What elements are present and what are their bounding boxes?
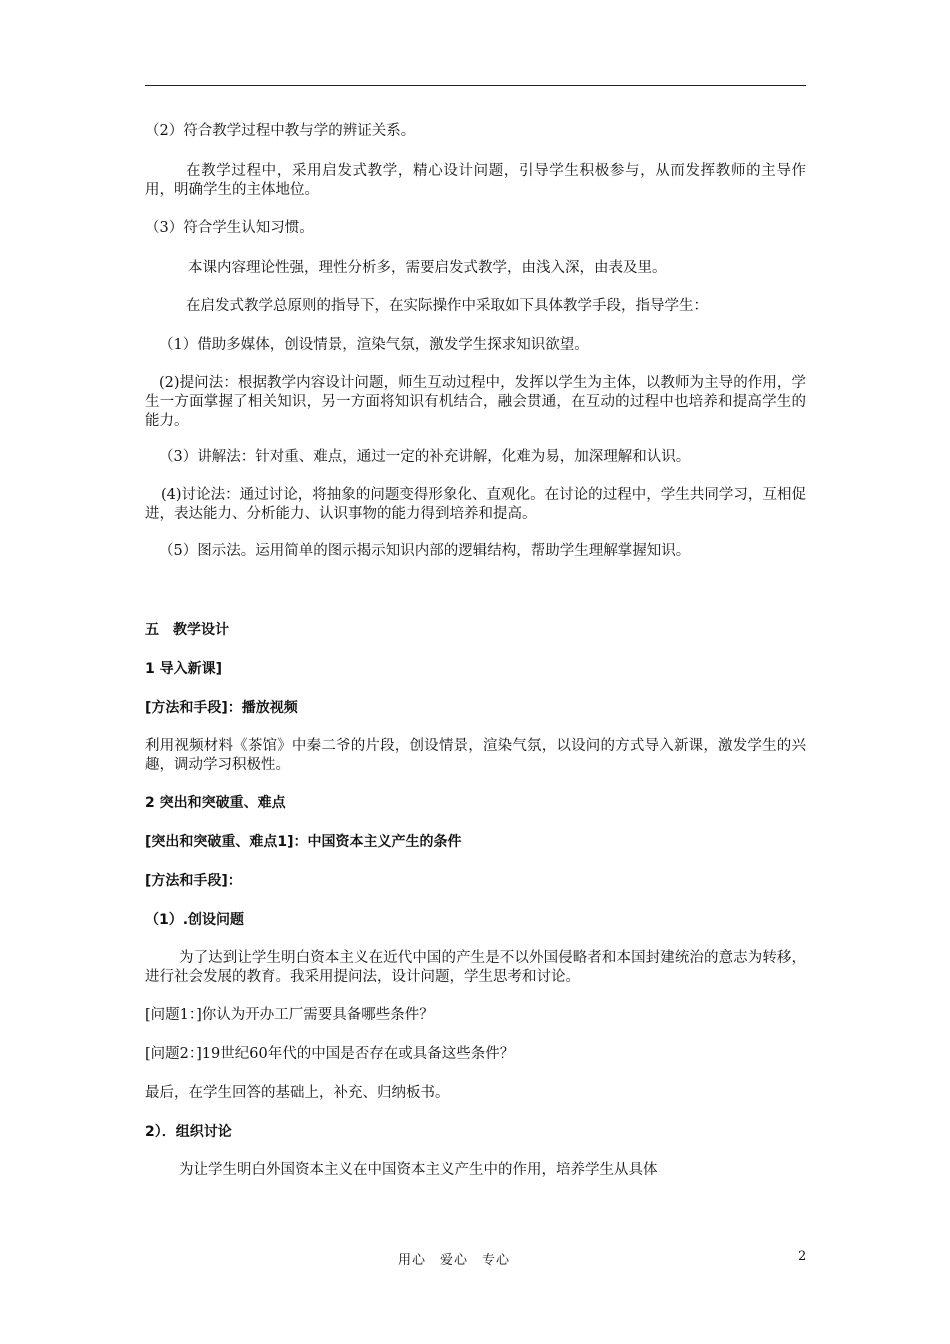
body-paragraph: (2)提问法：根据教学内容设计问题，师生互动过程中，发挥以学生为主体，以教师为主导的作用，学生一方面掌握了相关知识，另一方面将知识有机结合，融会贯通，在互动的过程中也培养和提高学生的能力。 bbox=[145, 375, 806, 429]
body-paragraph: (4)讨论法：通过讨论，将抽象的问题变得形象化、直观化。在讨论的过程中，学生共同学习，互相促进，表达能力、分析能力、认识事物的能力得到培养和提高。 bbox=[145, 487, 806, 522]
header-rule bbox=[145, 85, 806, 86]
body-paragraph: （3）符合学生认知习惯。 bbox=[145, 220, 314, 236]
section-heading: （1）.创设问题 bbox=[145, 912, 245, 928]
body-paragraph: （3）讲解法：针对重、难点，通过一定的补充讲解，化难为易，加深理解和认识。 bbox=[159, 449, 691, 465]
section-heading: 2 突出和突破重、难点 bbox=[145, 795, 286, 811]
body-paragraph: 为了达到让学生明白资本主义在近代中国的产生是不以外国侵略者和本国封建统治的意志为转移，进行社会发展的教育。我采用提问法，设计问题，学生思考和讨论。 bbox=[145, 950, 806, 985]
section-heading: 五 教学设计 bbox=[145, 622, 229, 638]
body-paragraph: 在教学过程中，采用启发式教学，精心设计问题，引导学生积极参与，从而发挥教师的主导作用，明确学生的主体地位。 bbox=[145, 163, 806, 198]
section-heading: 2）．组织讨论 bbox=[145, 1124, 232, 1140]
footer-motto: 用心 爱心 专心 bbox=[398, 1253, 511, 1268]
body-paragraph: 为让学生明白外国资本主义在中国资本主义产生中的作用，培养学生从具体 bbox=[179, 1162, 658, 1178]
page-number: 2 bbox=[798, 1249, 807, 1264]
section-heading: 1 导入新课] bbox=[145, 661, 223, 677]
section-heading: [突出和突破重、难点1]：中国资本主义产生的条件 bbox=[145, 834, 462, 850]
body-paragraph: [问题2：]19世纪60年代的中国是否存在或具备这些条件？ bbox=[145, 1046, 515, 1062]
body-paragraph: [问题1：]你认为开办工厂需要具备哪些条件？ bbox=[145, 1007, 434, 1023]
body-paragraph: （5）图示法。运用简单的图示揭示知识内部的逻辑结构，帮助学生理解掌握知识。 bbox=[159, 543, 691, 559]
section-heading: [方法和手段]：播放视频 bbox=[145, 700, 298, 716]
body-paragraph: （2）符合教学过程中教与学的辨证关系。 bbox=[145, 123, 416, 139]
section-heading: [方法和手段]： bbox=[145, 873, 242, 889]
body-paragraph: 本课内容理论性强，理性分析多，需要启发式教学，由浅入深，由表及里。 bbox=[188, 260, 667, 276]
body-paragraph: 在启发式教学总原则的指导下，在实际操作中采取如下具体教学手段，指导学生： bbox=[186, 298, 708, 314]
body-paragraph: 最后，在学生回答的基础上，补充、归纳板书。 bbox=[145, 1085, 450, 1101]
body-paragraph: 利用视频材料《茶馆》中秦二爷的片段，创设情景，渲染气氛，以设问的方式导入新课，激发学生的兴趣，调动学习积极性。 bbox=[145, 738, 806, 773]
body-paragraph: （1）借助多媒体，创设情景，渲染气氛，激发学生探求知识欲望。 bbox=[159, 337, 589, 353]
